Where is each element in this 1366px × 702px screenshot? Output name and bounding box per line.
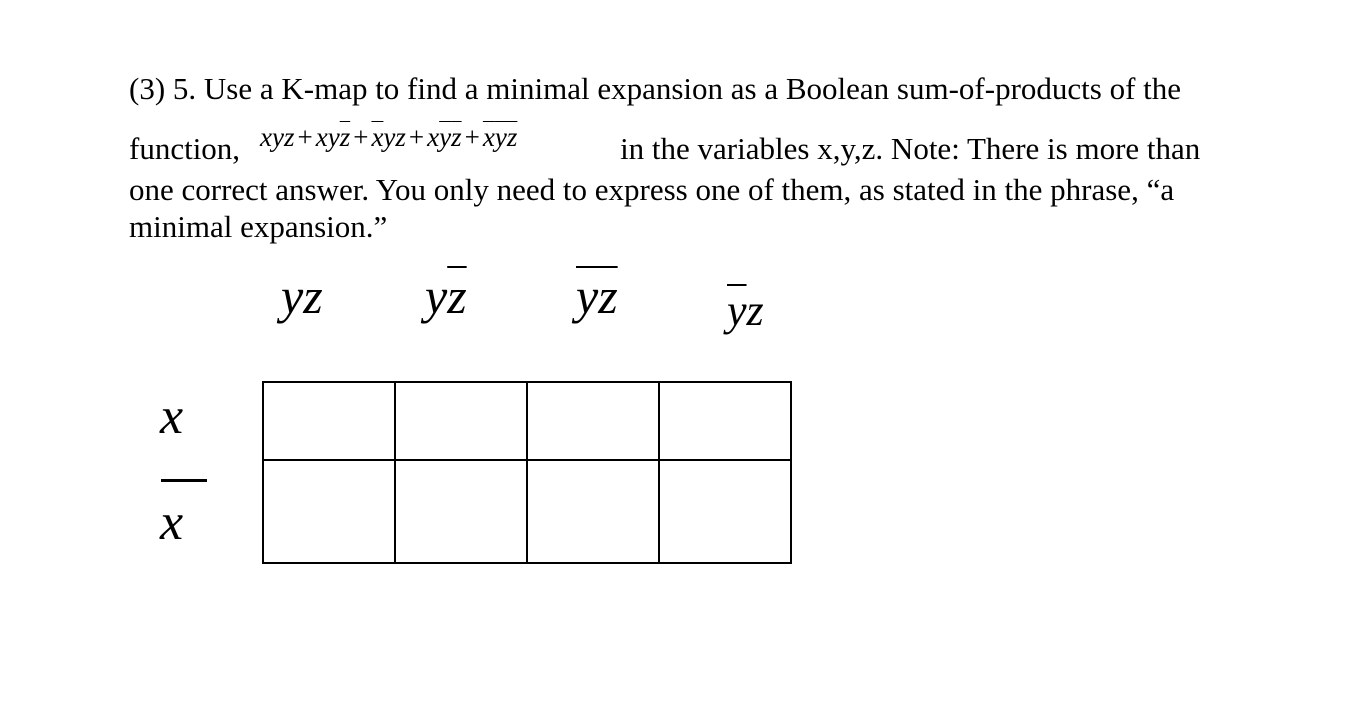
kmap-row-header-xnot-bar: [161, 479, 207, 482]
kmap-row-header-xnot: x: [160, 494, 184, 551]
kmap-row-x: [263, 382, 791, 460]
function-label: function,: [129, 131, 241, 166]
term-1: xyz: [260, 122, 295, 152]
kmap-cell[interactable]: [263, 460, 395, 563]
kmap-cell[interactable]: [395, 460, 527, 563]
kmap-column-header-ynot-z: $\overline{y}z$: [727, 286, 764, 335]
kmap-column-header-y-znot: $y\overline{z}$: [425, 268, 467, 324]
kmap-cell[interactable]: [659, 460, 791, 563]
kmap-grid: [262, 381, 792, 564]
term-4: $x\overline{y}\overline{z}$: [427, 122, 462, 152]
term-3: $\overline{x}yz$: [371, 122, 406, 152]
problem-statement-line-3: one correct answer. You only need to express one of them, as stated in the phrase, “a: [129, 172, 1175, 207]
plus-sign: +: [297, 122, 313, 152]
kmap-row-xnot: [263, 460, 791, 563]
plus-sign: +: [464, 122, 480, 152]
variables-note: in the variables x,y,z. Note: There is more than: [620, 131, 1201, 166]
boolean-function-formula: [260, 122, 517, 152]
kmap-column-header-ynot-znot: $\overline{yz}$: [576, 268, 618, 324]
kmap-cell[interactable]: [527, 382, 659, 460]
kmap-cell[interactable]: [263, 382, 395, 460]
kmap-cell[interactable]: [659, 382, 791, 460]
plus-sign: +: [353, 122, 369, 152]
problem-statement-line-4: minimal expansion.”: [129, 209, 388, 244]
plus-sign: +: [408, 122, 425, 152]
kmap-cell[interactable]: [395, 382, 527, 460]
kmap-column-header-yz: yz: [281, 268, 323, 324]
kmap-cell[interactable]: [527, 460, 659, 563]
term-2: $xy\overline{z}$: [315, 122, 351, 152]
kmap-row-header-x: x: [160, 388, 184, 445]
problem-statement-line-1: (3) 5. Use a K-map to find a minimal expansion as a Boolean sum-of-products of the: [129, 71, 1182, 106]
term-5: $\overline{x}\overline{yz}$: [482, 122, 518, 152]
